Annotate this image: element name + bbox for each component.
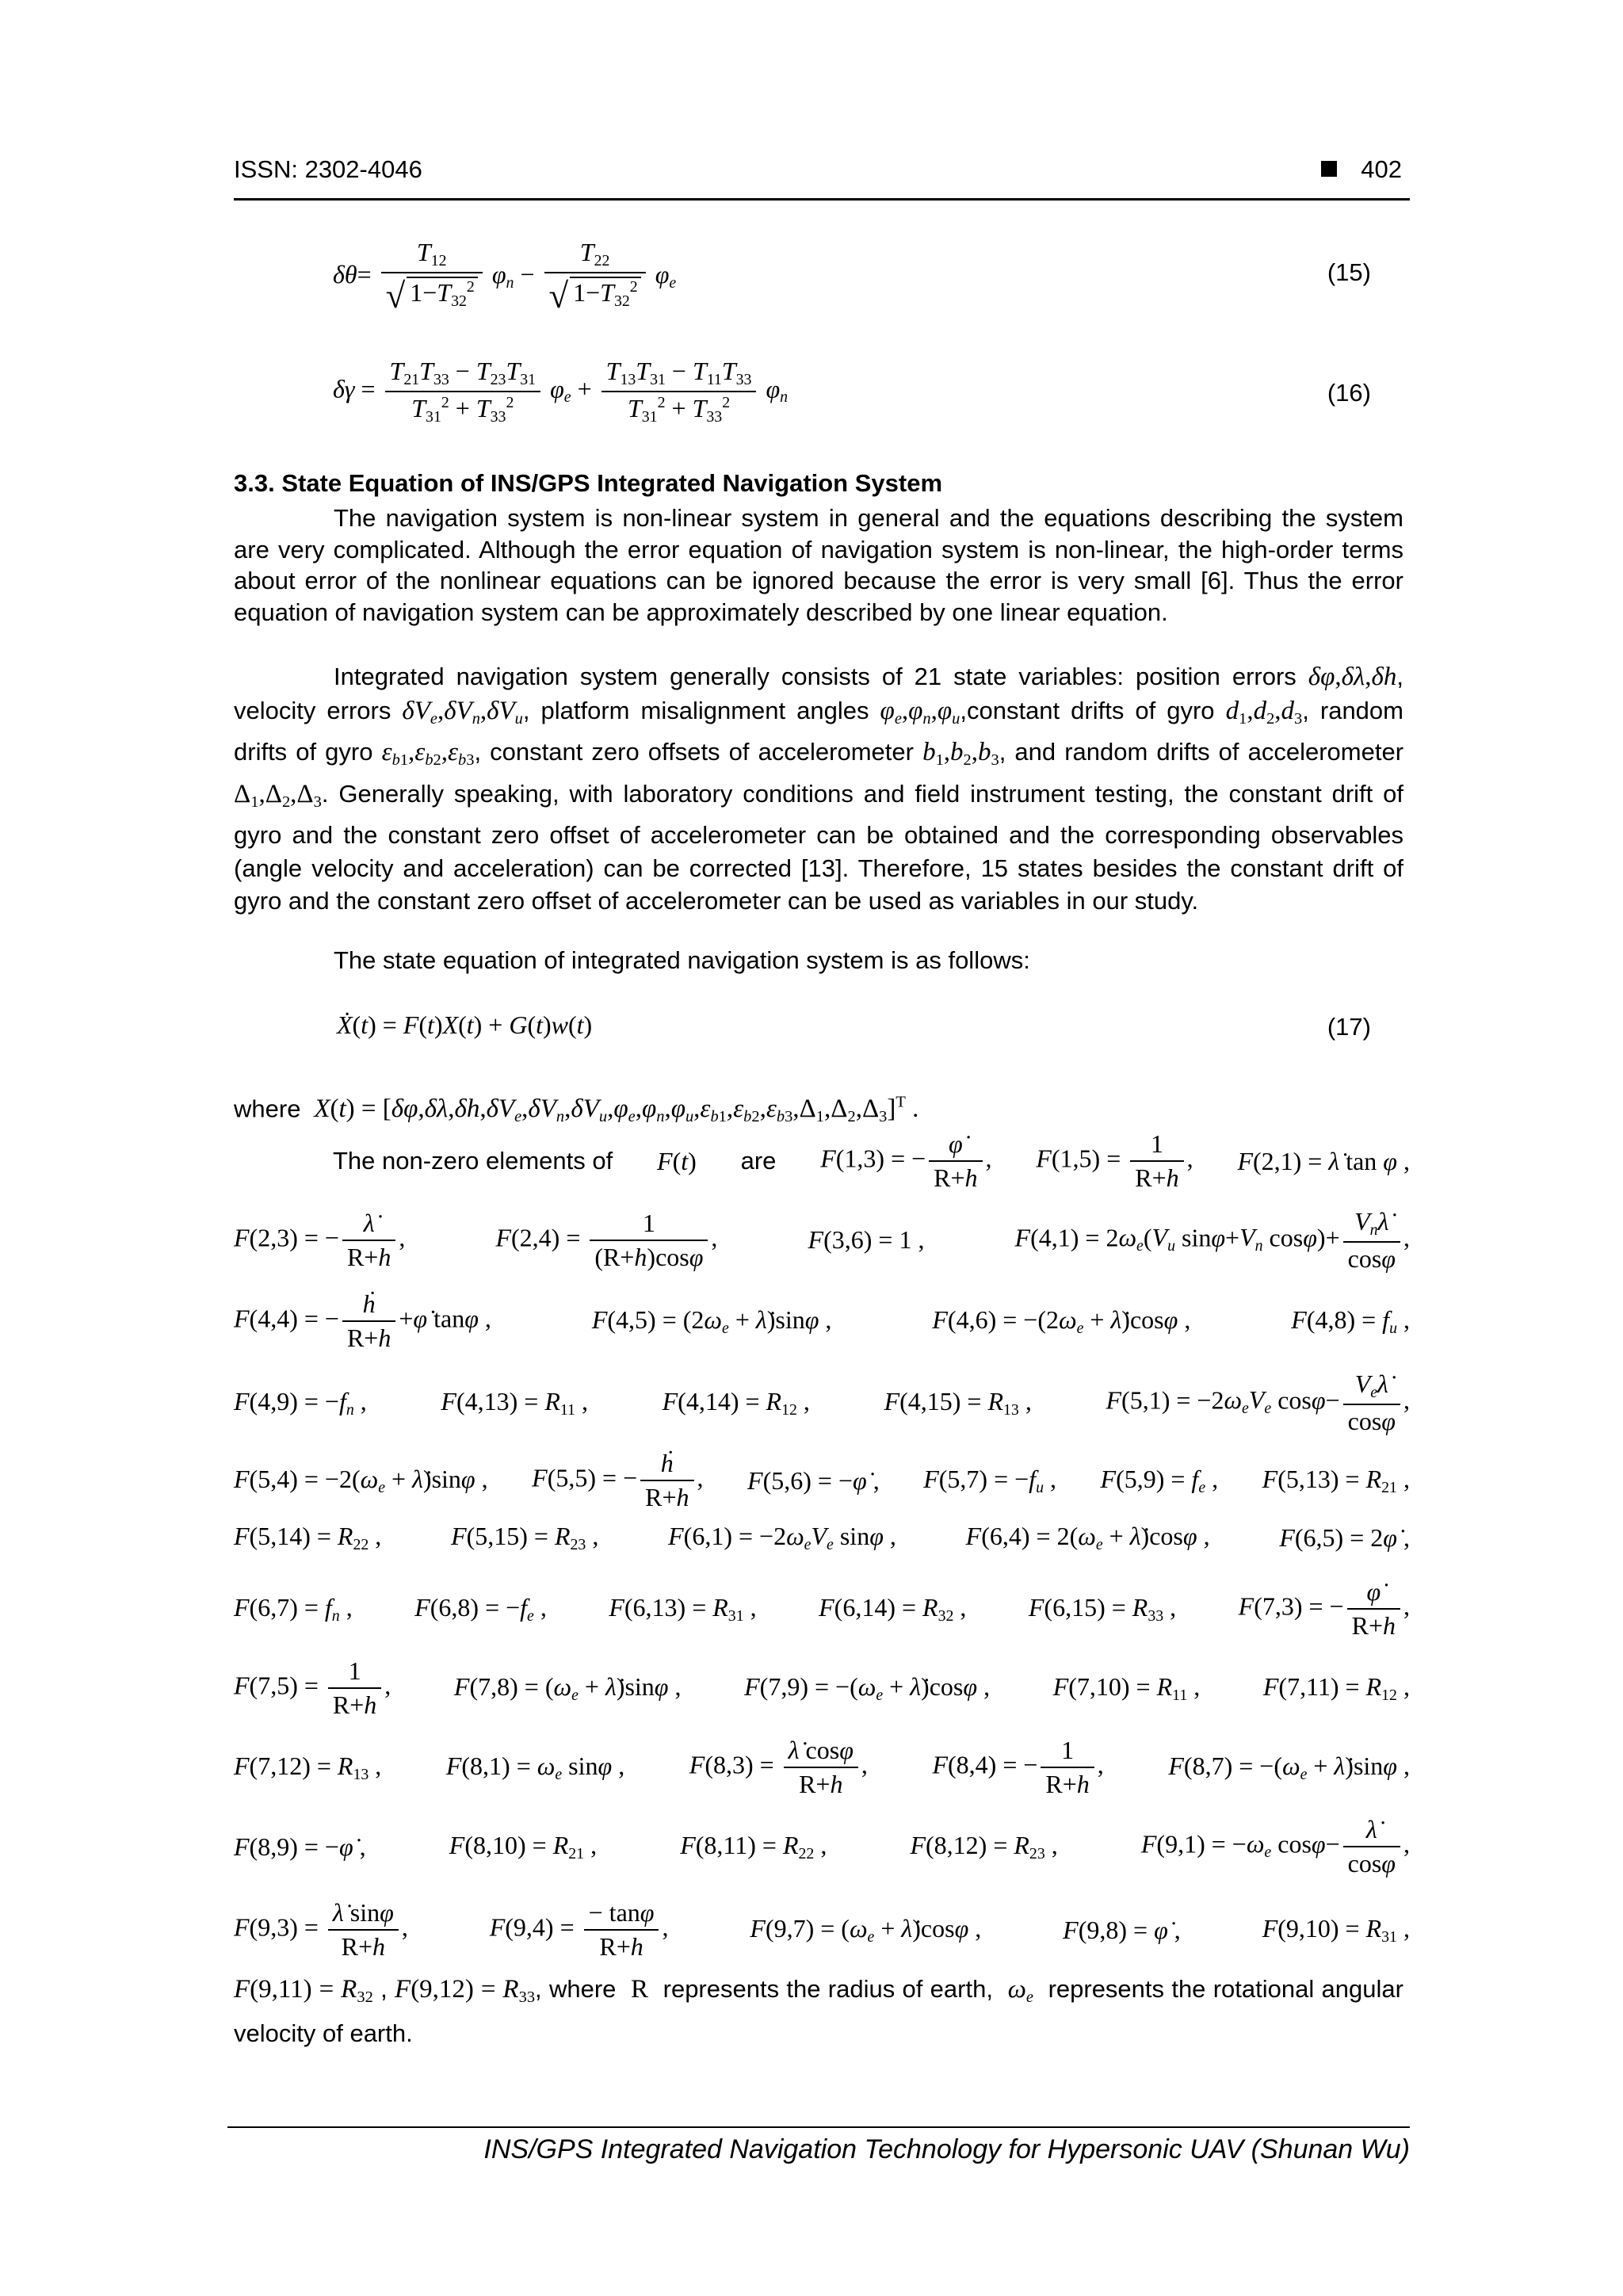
page-number: 402 xyxy=(1321,155,1402,184)
formula-line-4: $F(4,9) = -f_n$ , $F(4,13) = R_{11}$ , $F(4,14) = R_{12}$ , $F(4,15) = R_{13}$ , $F(5,1) = -2\omega_eV_e$ cosφ− $\frac{V_e\lambdȧ}{\cos\varphi}$ , xyxy=(234,1370,1410,1435)
formula-line-10: F(8,9) = −φ̇ , $F(8,10) = R_{21}$ , $F(8,11) = R_{22}$ , $F(8,12) = R_{23}$ , $F(9,1) = -\omega_e$ cosφ− $\frac{\lambdȧ}{\cos\varphi}$ , xyxy=(234,1815,1410,1878)
formula-line-6: $F(5,14) = R_{22}$ , $F(5,15) = R_{23}$ , $F(6,1) = -2\omega_eV_e$ sinφ , $F(6,4) = 2(\omega_e$ + λ̇)cosφ , F(6,5) = 2φ̇ , xyxy=(234,1522,1410,1553)
page-footer xyxy=(227,2126,1410,2164)
equation-17: Ẋ(t) = F(t)X(t) + G(t)w(t) xyxy=(337,1010,593,1039)
footer-title: INS/GPS Integrated Navigation Technology for Hypersonic UAV (Shunan Wu) xyxy=(483,2134,1410,2164)
formula-line-2: F(2,3) = − $\frac{\lambdȧ}{R+h}$ , F(2,4) = $\frac{1}{(R+h)\cos\varphi}$ , F(3,6) = 1 , $F(4,1) = 2\omega_e(V_u$ $\sin\varphi+V_n$ cosφ)+ $\frac{V_n\lambdȧ}{\cos\varphi}$ , xyxy=(234,1207,1410,1273)
formula-line-11: F(9,3) = $\frac{\lambdȧ \sin\varphi}{R+h}$ , F(9,4) = $\frac{- \tan\varphi}{R+h}$ , $F(9,7) = (\omega_e$ + λ̇)cosφ , F(9,8) = φ̇ , $F(9,10) = R_{31}$ , xyxy=(234,1898,1410,1961)
page-header xyxy=(234,155,1410,201)
formula-line-7: $F(6,7) = f_n$ , $F(6,8) = -f_e$ , $F(6,13) = R_{31}$ , $F(6,14) = R_{32}$ , $F(6,15) = R_{33}$ , F(7,3) = − $\frac{\varphi̇}{R+h}$ , xyxy=(234,1577,1410,1640)
formula-line-5: $F(5,4) = -2(\omega_e$ + λ̇)sinφ , F(5,5) = − $\frac{\text{ḣ}}{R+h}$ , F(5,6) = −φ̇ , $F(5,7) = -f_u$ , $F(5,9) = f_e$ , $F(5,13) = R_{21}$ , xyxy=(234,1449,1410,1511)
state-vector-line: where $X(t) = [\delta\varphi,\delta\lambda,\delta h,\delta V_e,\delta V_n,\delta V_u,\varphi_e,\varphi_n,\varphi_u,\varepsilon_{b1},\varepsilon_{b2},\varepsilon_{b3},\Delta_1,\Delta_2,\Delta_3]^T$ . xyxy=(234,1094,919,1126)
section-heading: 3.3. State Equation of INS/GPS Integrated Navigation System xyxy=(234,469,943,497)
equation-15-number: (15) xyxy=(1327,258,1371,286)
equation-15: δθ= $\frac{T_{12}}{√ 1-T_{32}^2}$ $\varphi_n$ − $\frac{T_{22}}{√ 1-T_{32}^2}$ $\varphi_e$ xyxy=(333,238,677,315)
square-bullet-icon xyxy=(1321,161,1337,177)
paragraph-3: The state equation of integrated navigation system is as follows: xyxy=(334,946,1030,974)
formula-line-9: $F(7,12) = R_{13}$ , $F(8,1) = \omega_e$ sinφ , F(8,3) = $\frac{\lambdȧ \cos\varphi}{R+h}$ , F(8,4) = − $\frac{1}{R+h}$ , $F(8,7) = -(\omega_e$ + λ̇)sinφ , xyxy=(234,1736,1410,1798)
paragraph-1: The navigation system is non-linear system in general and the equations describing the system are very complicated. Although the error equation of navigation system is non-linear, the high-order terms about error of the nonlinear equations can be ignored because the error is very small [6]. Thus the error equation of navigation system can be approximately described by one linear equation. xyxy=(234,504,1403,626)
formula-line-1: The non-zero elements of F(t) are F(1,3) = − $\frac{\varphi̇}{R+h}$ , F(1,5) = $\frac{1}{R+h}$ , F(2,1) = λ̇ tan φ , xyxy=(333,1129,1410,1192)
formula-line-8: F(7,5) = $\frac{1}{R+h}$ , $F(7,8) = (\omega_e$ + λ̇)sinφ , $F(7,9) = -(\omega_e$ + λ̇)cosφ , $F(7,10) = R_{11}$ , $F(7,11) = R_{12}$ , xyxy=(234,1656,1410,1719)
equation-16: δγ = $\frac{T_{21}T_{33} - T_{23}T_{31}}{T_{31}^2 + T_{33}^2}$ $\varphi_e$ + $\frac{T_{13}T_{31} - T_{11}T_{33}}{T_{31}^2 + T_{33}^2}$ $\varphi_n$ xyxy=(333,357,789,426)
formula-line-3: F(4,4) = − $\frac{\text{ḣ}}{R+h}$ +φ̇ tanφ , $F(4,5) = (2\omega_e$ + λ̇)sinφ , $F(4,6) = -(2\omega_e$ + λ̇)cosφ , $F(4,8) = f_u$ , xyxy=(234,1289,1410,1352)
issn-label: ISSN: 2302-4046 xyxy=(234,155,422,183)
equation-17-number: (17) xyxy=(1327,1013,1371,1041)
final-paragraph: $F(9,11) = R_{32}$ , $F(9,12) = R_{33}$, where R represents the radius of earth, $\omega_e$ represents the rotational angular velocity of earth. xyxy=(234,1975,1403,2048)
equation-16-number: (16) xyxy=(1327,379,1371,407)
paragraph-2: Integrated navigation system generally consists of 21 state variables: position errors δφ,δλ,δh, velocity errors $\delta V_e,\delta V_n,\delta V_u$, platform misalignment angles $\varphi_e,\varphi_n,\varphi_u,constant$ drifts of gyro $d_1,d_2,d_3$, random drifts of gyro $\varepsilon_{b1},\varepsilon_{b2},\varepsilon_{b3}$, constant zero offsets of accelerometer $b_1,b_2,b_3$, and random drifts of accelerometer $\Delta_1,\Delta_2,\Delta_3$. Generally speaking, with laboratory conditions and field instrument testing, the constant drift of gyro and the constant zero offset of accelerometer can be obtained and the corresponding observables (angle velocity and acceleration) can be corrected [13]. Therefore, 15 states besides the constant drift of gyro and the constant zero offset of accelerometer can be used as variables in our study. xyxy=(234,663,1404,915)
